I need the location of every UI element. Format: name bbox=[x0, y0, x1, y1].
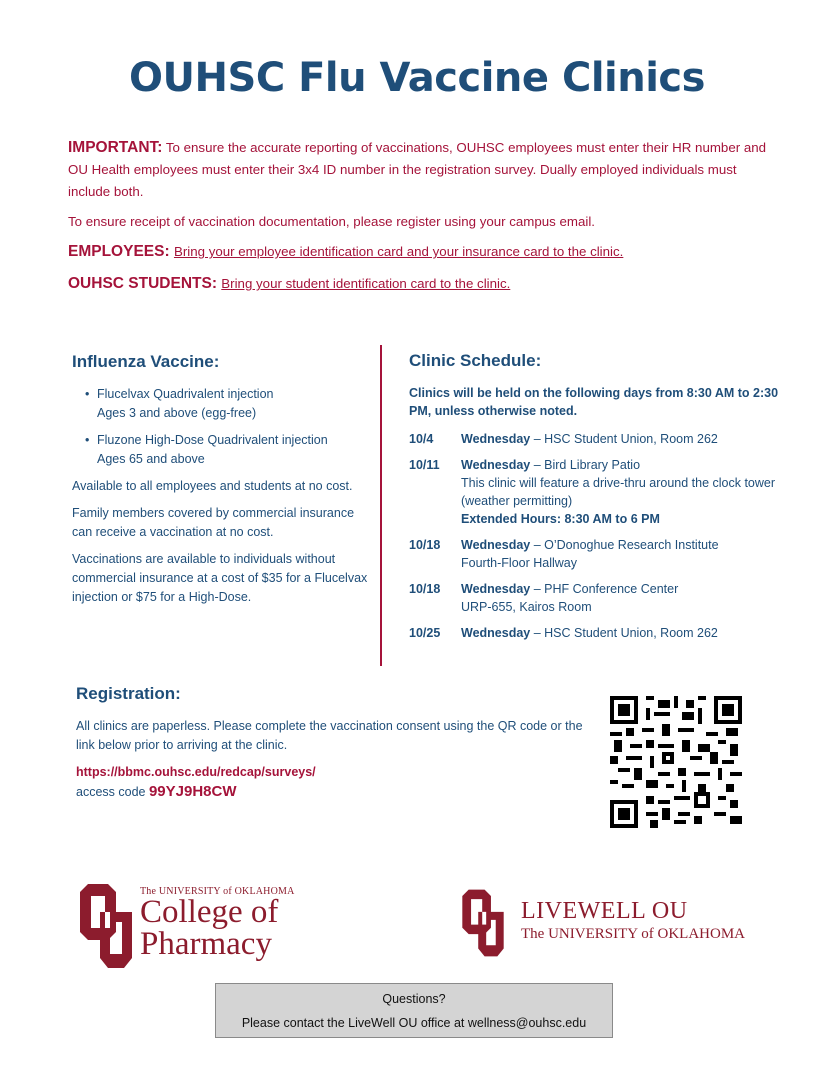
column-divider bbox=[380, 345, 382, 666]
clinic-details bbox=[461, 456, 789, 528]
students-label: OUHSC STUDENTS: bbox=[68, 275, 217, 292]
clinic-location: – HSC Student Union, Room 262 bbox=[530, 432, 718, 446]
vaccine-item bbox=[72, 385, 372, 423]
pharmacy-university-text: The UNIVERSITY of OKLAHOMA bbox=[140, 886, 295, 897]
ou-logo-icon bbox=[78, 882, 134, 970]
clinic-row bbox=[409, 430, 789, 448]
influenza-section bbox=[72, 352, 372, 615]
important-notice bbox=[68, 137, 773, 305]
clinic-extra: Fourth-Floor Hallway bbox=[461, 556, 578, 570]
clinic-location: – O’Donoghue Research Institute bbox=[530, 538, 719, 552]
clinic-extra: URP-655, Kairos Room bbox=[461, 600, 592, 614]
clinic-date: 10/18 bbox=[409, 538, 441, 552]
clinic-details bbox=[461, 624, 718, 642]
questions-title: Questions? bbox=[382, 992, 446, 1006]
registration-heading: Registration: bbox=[76, 684, 181, 703]
livewell-ou-logo bbox=[455, 888, 755, 958]
clinic-location: – HSC Student Union, Room 262 bbox=[530, 626, 718, 640]
availability-text: Available to all employees and students at no cost. bbox=[72, 479, 353, 493]
qr-code-icon[interactable] bbox=[610, 696, 742, 828]
clinic-details bbox=[461, 580, 678, 616]
vaccine-detail: Ages 65 and above bbox=[97, 452, 205, 466]
clinic-row bbox=[409, 456, 789, 528]
important-text: To ensure the accurate reporting of vaccinations, OUHSC employees must enter their HR number and OU Health employees must enter their 3x4 ID number in the registration survey. Dually employed individuals must include both. bbox=[68, 140, 767, 199]
employees-label: EMPLOYEES: bbox=[68, 243, 170, 260]
employees-notice bbox=[68, 241, 773, 263]
clinic-day: Wednesday bbox=[461, 458, 531, 472]
clinic-day: Wednesday bbox=[461, 432, 531, 446]
registration-link[interactable]: https://bbmc.ouhsc.edu/redcap/surveys/ bbox=[76, 765, 316, 779]
pharmacy-line1: College of bbox=[140, 894, 279, 930]
college-of-pharmacy-logo bbox=[78, 882, 318, 972]
vaccine-list bbox=[72, 385, 372, 469]
clinic-date: 10/11 bbox=[409, 458, 440, 472]
pharmacy-line2: Pharmacy bbox=[140, 926, 272, 962]
livewell-university-text: The UNIVERSITY of OKLAHOMA bbox=[521, 926, 745, 942]
clinic-date: 10/18 bbox=[409, 582, 441, 596]
vaccine-name: • Fluzone High-Dose Quadrivalent injection bbox=[97, 433, 328, 447]
clinic-row bbox=[409, 580, 789, 616]
schedule-heading: Clinic Schedule: bbox=[409, 351, 542, 370]
family-text: Family members covered by commercial insurance can receive a vaccination at no cost. bbox=[72, 506, 355, 539]
clinic-date: 10/25 bbox=[409, 626, 441, 640]
cost-text: Vaccinations are available to individuals without commercial insurance at a cost of $35 for a Flucelvax injection or $75 for a High-Dose. bbox=[72, 552, 368, 604]
clinic-row bbox=[409, 536, 789, 572]
clinic-location: – PHF Conference Center bbox=[530, 582, 679, 596]
clinic-details bbox=[461, 536, 719, 572]
clinic-day: Wednesday bbox=[461, 626, 531, 640]
access-code: 99YJ9H8CW bbox=[148, 783, 237, 800]
schedule-section bbox=[409, 352, 789, 650]
ou-logo-icon bbox=[455, 888, 511, 958]
clinic-location: – Bird Library Patio bbox=[530, 458, 641, 472]
important-label: IMPORTANT: bbox=[68, 139, 163, 156]
livewell-name: LIVEWELL OU bbox=[521, 898, 688, 924]
page-title: OUHSC Flu Vaccine Clinics bbox=[129, 55, 705, 101]
vaccine-detail: Ages 3 and above (egg-free) bbox=[97, 406, 257, 420]
registration-section bbox=[76, 684, 596, 802]
access-code-line bbox=[76, 782, 596, 802]
influenza-heading: Influenza Vaccine: bbox=[72, 352, 220, 371]
questions-contact: Please contact the LiveWell OU office at wellness@ouhsc.edu bbox=[241, 1016, 587, 1030]
students-notice bbox=[68, 273, 773, 295]
students-text: Bring your student identification card to the clinic. bbox=[221, 276, 511, 291]
clinic-row bbox=[409, 624, 789, 642]
important-paragraph bbox=[68, 137, 773, 203]
questions-box bbox=[215, 983, 613, 1038]
clinic-extra: This clinic will feature a drive-thru around the clock tower (weather permitting) bbox=[461, 476, 776, 508]
vaccine-name: • Flucelvax Quadrivalent injection bbox=[97, 387, 274, 401]
employees-text: Bring your employee identification card and your insurance card to the clinic. bbox=[173, 244, 624, 259]
registration-text: All clinics are paperless. Please complete the vaccination consent using the QR code or the link below prior to arriving at the clinic. bbox=[76, 719, 583, 752]
clinic-day: Wednesday bbox=[461, 538, 531, 552]
access-code-label: access code bbox=[76, 785, 149, 799]
vaccine-item bbox=[72, 431, 372, 469]
schedule-intro: Clinics will be held on the following days from 8:30 AM to 2:30 PM, unless otherwise noted. bbox=[409, 386, 779, 418]
clinic-hours: Extended Hours: 8:30 AM to 6 PM bbox=[461, 512, 660, 526]
pharmacy-name bbox=[140, 896, 278, 960]
clinic-date: 10/4 bbox=[409, 432, 434, 446]
clinic-day: Wednesday bbox=[461, 582, 531, 596]
clinic-details bbox=[461, 430, 718, 448]
email-notice: To ensure receipt of vaccination documentation, please register using your campus email. bbox=[68, 214, 595, 229]
